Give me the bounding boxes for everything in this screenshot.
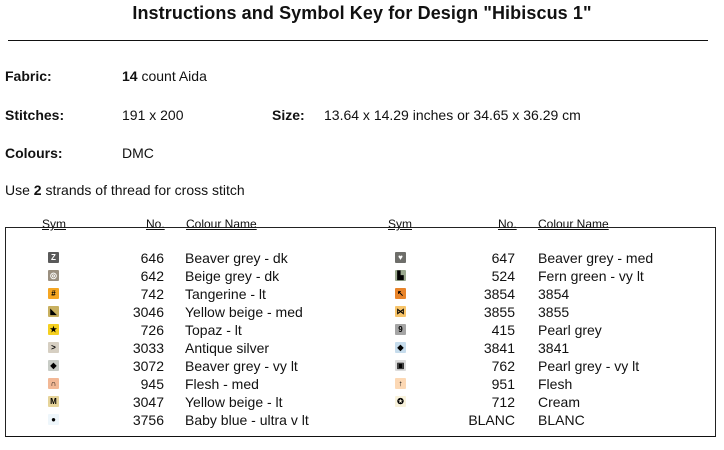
colour-number: BLANC bbox=[468, 412, 515, 428]
fabric-count: 14 bbox=[122, 68, 138, 84]
colour-number: 3033 bbox=[132, 340, 164, 356]
header-name-left: Colour Name bbox=[186, 217, 257, 231]
colour-number: 3047 bbox=[132, 394, 164, 410]
colour-number: 726 bbox=[140, 322, 164, 338]
strands-suffix: strands of thread for cross stitch bbox=[41, 182, 245, 198]
colour-number: 3072 bbox=[132, 358, 164, 374]
colour-name: 3855 bbox=[538, 304, 570, 320]
colour-name: Tangerine - lt bbox=[185, 286, 266, 302]
colour-name: Yellow beige - med bbox=[185, 304, 303, 320]
symbol-swatch-icon: ♥ bbox=[395, 252, 406, 263]
key-row-right bbox=[0, 321, 724, 339]
symbol-swatch-icon: ↖ bbox=[395, 288, 406, 299]
strands-count: 2 bbox=[33, 182, 42, 198]
colour-name: Beige grey - dk bbox=[185, 268, 280, 284]
colour-name: Flesh - med bbox=[185, 376, 259, 392]
symbol-swatch-icon: > bbox=[48, 342, 59, 353]
colour-name: Topaz - lt bbox=[185, 322, 242, 338]
colour-number: 712 bbox=[491, 394, 515, 410]
colour-number: 742 bbox=[140, 286, 164, 302]
page-title: Instructions and Symbol Key for Design "Hibiscus 1" bbox=[132, 3, 592, 23]
colour-number: 762 bbox=[491, 358, 515, 374]
fabric-type: count Aida bbox=[137, 68, 207, 84]
colour-name: Baby blue - ultra v lt bbox=[185, 412, 309, 428]
symbol-swatch-icon: ◆ bbox=[48, 360, 59, 371]
strands-instruction bbox=[5, 182, 245, 198]
colour-number: 3854 bbox=[483, 286, 515, 302]
strands-prefix: Use bbox=[5, 182, 34, 198]
colour-number: 642 bbox=[140, 268, 164, 284]
symbol-swatch-icon: ★ bbox=[49, 325, 58, 334]
symbol-swatch-icon: M bbox=[48, 396, 59, 407]
key-row-right bbox=[0, 411, 724, 429]
key-row-right bbox=[0, 375, 724, 393]
symbol-swatch-icon: ● bbox=[48, 414, 59, 425]
colour-number: 415 bbox=[491, 322, 515, 338]
key-row-right bbox=[0, 249, 724, 267]
colours-label: Colours: bbox=[5, 145, 63, 161]
symbol-swatch-icon bbox=[395, 414, 406, 425]
fabric-value bbox=[122, 68, 207, 84]
colours-value: DMC bbox=[122, 145, 154, 161]
colour-name: Yellow beige - lt bbox=[185, 394, 283, 410]
header-sym-right: Sym bbox=[388, 217, 412, 231]
colour-name: Beaver grey - dk bbox=[185, 250, 288, 266]
symbol-swatch-icon: # bbox=[48, 288, 59, 299]
symbol-swatch-icon: Z bbox=[48, 252, 59, 263]
colour-number: 951 bbox=[491, 376, 515, 392]
colour-number: 3046 bbox=[132, 304, 164, 320]
key-row-right bbox=[0, 393, 724, 411]
header-no-right: No. bbox=[498, 217, 517, 231]
key-row-right bbox=[0, 267, 724, 285]
stitches-value: 191 x 200 bbox=[122, 107, 184, 123]
title-divider bbox=[8, 40, 708, 41]
colour-name: Fern green - vy lt bbox=[538, 268, 644, 284]
key-row-right bbox=[0, 339, 724, 357]
colour-name: Beaver grey - med bbox=[538, 250, 654, 266]
symbol-swatch-icon: ▙ bbox=[395, 270, 406, 281]
colour-number: 945 bbox=[140, 376, 164, 392]
colour-number: 3756 bbox=[132, 412, 164, 428]
colour-name: Pearl grey - vy lt bbox=[538, 358, 640, 374]
colour-number: 646 bbox=[140, 250, 164, 266]
colour-name: Cream bbox=[538, 394, 581, 410]
colour-number: 524 bbox=[491, 268, 515, 284]
colour-name: Flesh bbox=[538, 376, 573, 392]
size-label: Size: bbox=[272, 107, 305, 123]
colour-name: 3854 bbox=[538, 286, 570, 302]
header-no-left: No. bbox=[146, 217, 165, 231]
symbol-swatch-icon: ◆ bbox=[395, 342, 406, 353]
symbol-swatch-icon: 9 bbox=[395, 324, 406, 335]
symbol-swatch-icon: ⋈ bbox=[396, 307, 405, 316]
symbol-swatch-icon: ◣ bbox=[48, 306, 59, 317]
fabric-label: Fabric: bbox=[5, 68, 52, 84]
colour-name: Pearl grey bbox=[538, 322, 602, 338]
colour-name: BLANC bbox=[538, 412, 585, 428]
colour-name: Antique silver bbox=[185, 340, 270, 356]
key-row-right bbox=[0, 303, 724, 321]
key-row-right bbox=[0, 285, 724, 303]
symbol-swatch-icon: ▣ bbox=[396, 361, 405, 370]
symbol-swatch-icon: ∩ bbox=[48, 378, 59, 389]
symbol-swatch-icon: ✪ bbox=[395, 396, 406, 407]
colour-number: 3855 bbox=[483, 304, 515, 320]
symbol-swatch-icon: ◎ bbox=[48, 270, 59, 281]
key-row-right bbox=[0, 357, 724, 375]
size-value: 13.64 x 14.29 inches or 34.65 x 36.29 cm bbox=[324, 107, 581, 123]
header-name-right: Colour Name bbox=[538, 217, 609, 231]
stitches-label: Stitches: bbox=[5, 107, 65, 123]
colour-number: 647 bbox=[491, 250, 515, 266]
colour-number: 3841 bbox=[483, 340, 515, 356]
symbol-swatch-icon: ↑ bbox=[395, 378, 406, 389]
colour-name: Beaver grey - vy lt bbox=[185, 358, 298, 374]
colour-name: 3841 bbox=[538, 340, 570, 356]
header-sym-left: Sym bbox=[42, 217, 66, 231]
